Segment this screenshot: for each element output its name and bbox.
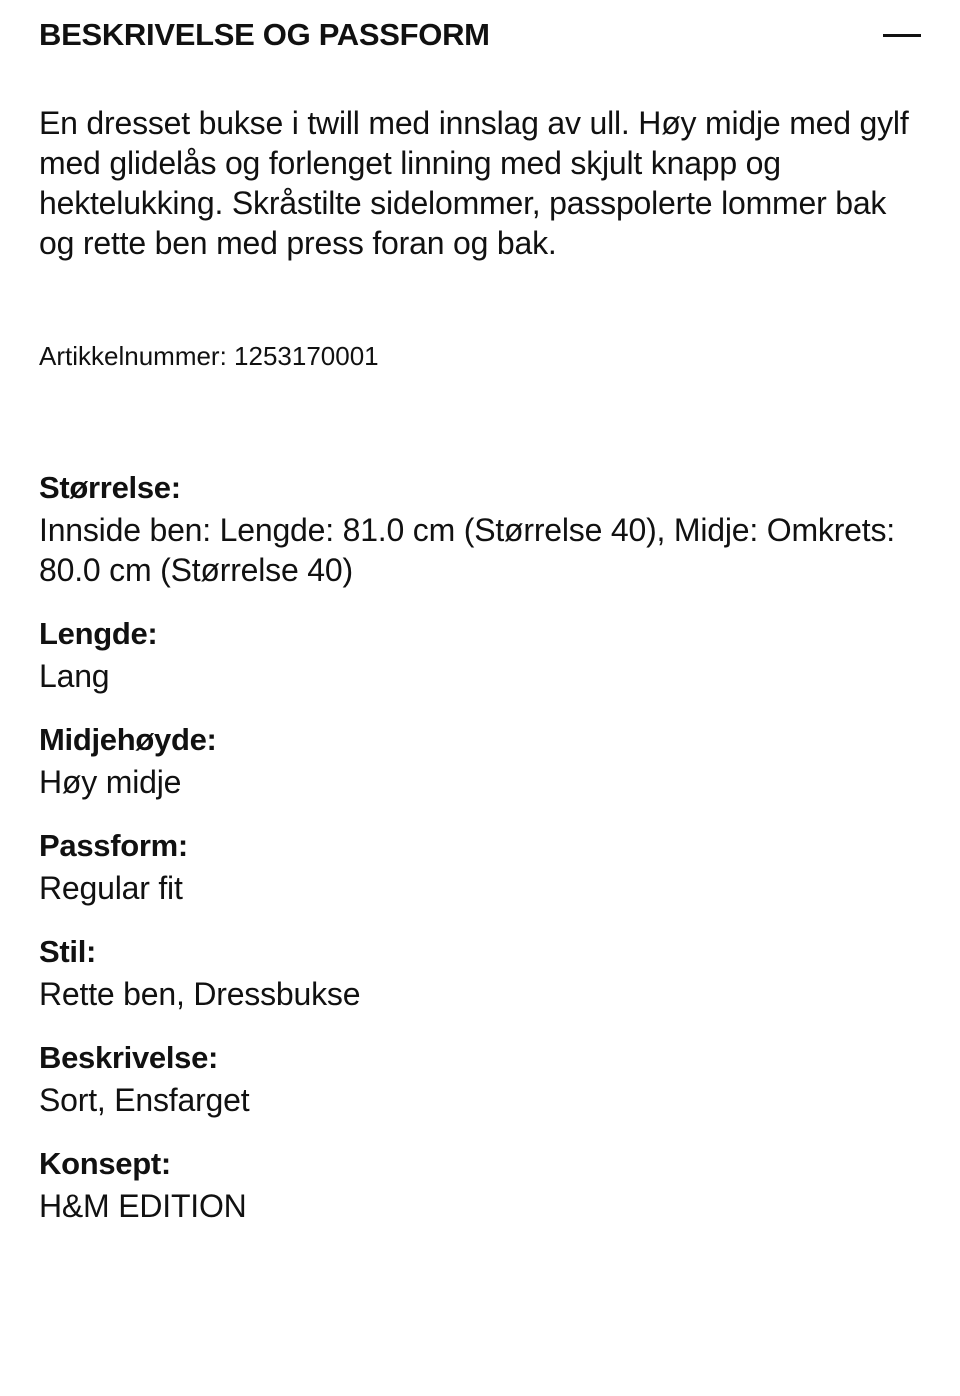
attribute-label: Konsept: — [39, 1146, 171, 1181]
attribute-value: Lang — [39, 658, 110, 694]
attribute-style — [39, 930, 919, 1014]
article-number: Artikkelnummer: 1253170001 — [39, 341, 379, 371]
attribute-value: Regular fit — [39, 870, 183, 906]
attribute-label: Størrelse: — [39, 470, 181, 505]
product-attributes-list — [39, 466, 919, 1248]
attribute-value: Sort, Ensfarget — [39, 1082, 250, 1118]
attribute-waist-height — [39, 718, 919, 802]
attribute-value: Rette ben, Dressbukse — [39, 976, 361, 1012]
attribute-fit — [39, 824, 919, 908]
attribute-description — [39, 1036, 919, 1120]
attribute-size — [39, 466, 919, 590]
attribute-label: Lengde: — [39, 616, 158, 651]
attribute-value: Innside ben: Lengde: 81.0 cm (Størrelse 40), Midje: Omkrets: 80.0 cm (Størrelse 40) — [39, 512, 895, 588]
attribute-label: Passform: — [39, 828, 188, 863]
product-description: En dresset bukse i twill med innslag av ull. Høy midje med gylf med glidelås og forlenget linning med skjult knapp og hektelukking. Skråstilte sidelommer, passpolerte lommer bak og rette ben med press foran og bak. — [39, 105, 909, 261]
attribute-label: Midjehøyde: — [39, 722, 217, 757]
attribute-concept — [39, 1142, 919, 1226]
attribute-value: H&M EDITION — [39, 1188, 247, 1224]
attribute-length — [39, 612, 919, 696]
attribute-label: Beskrivelse: — [39, 1040, 219, 1075]
attribute-label: Stil: — [39, 934, 97, 969]
description-fit-accordion-header[interactable] — [39, 12, 921, 58]
minus-icon[interactable] — [881, 12, 921, 58]
section-title: BESKRIVELSE OG PASSFORM — [39, 17, 490, 52]
attribute-value: Høy midje — [39, 764, 182, 800]
